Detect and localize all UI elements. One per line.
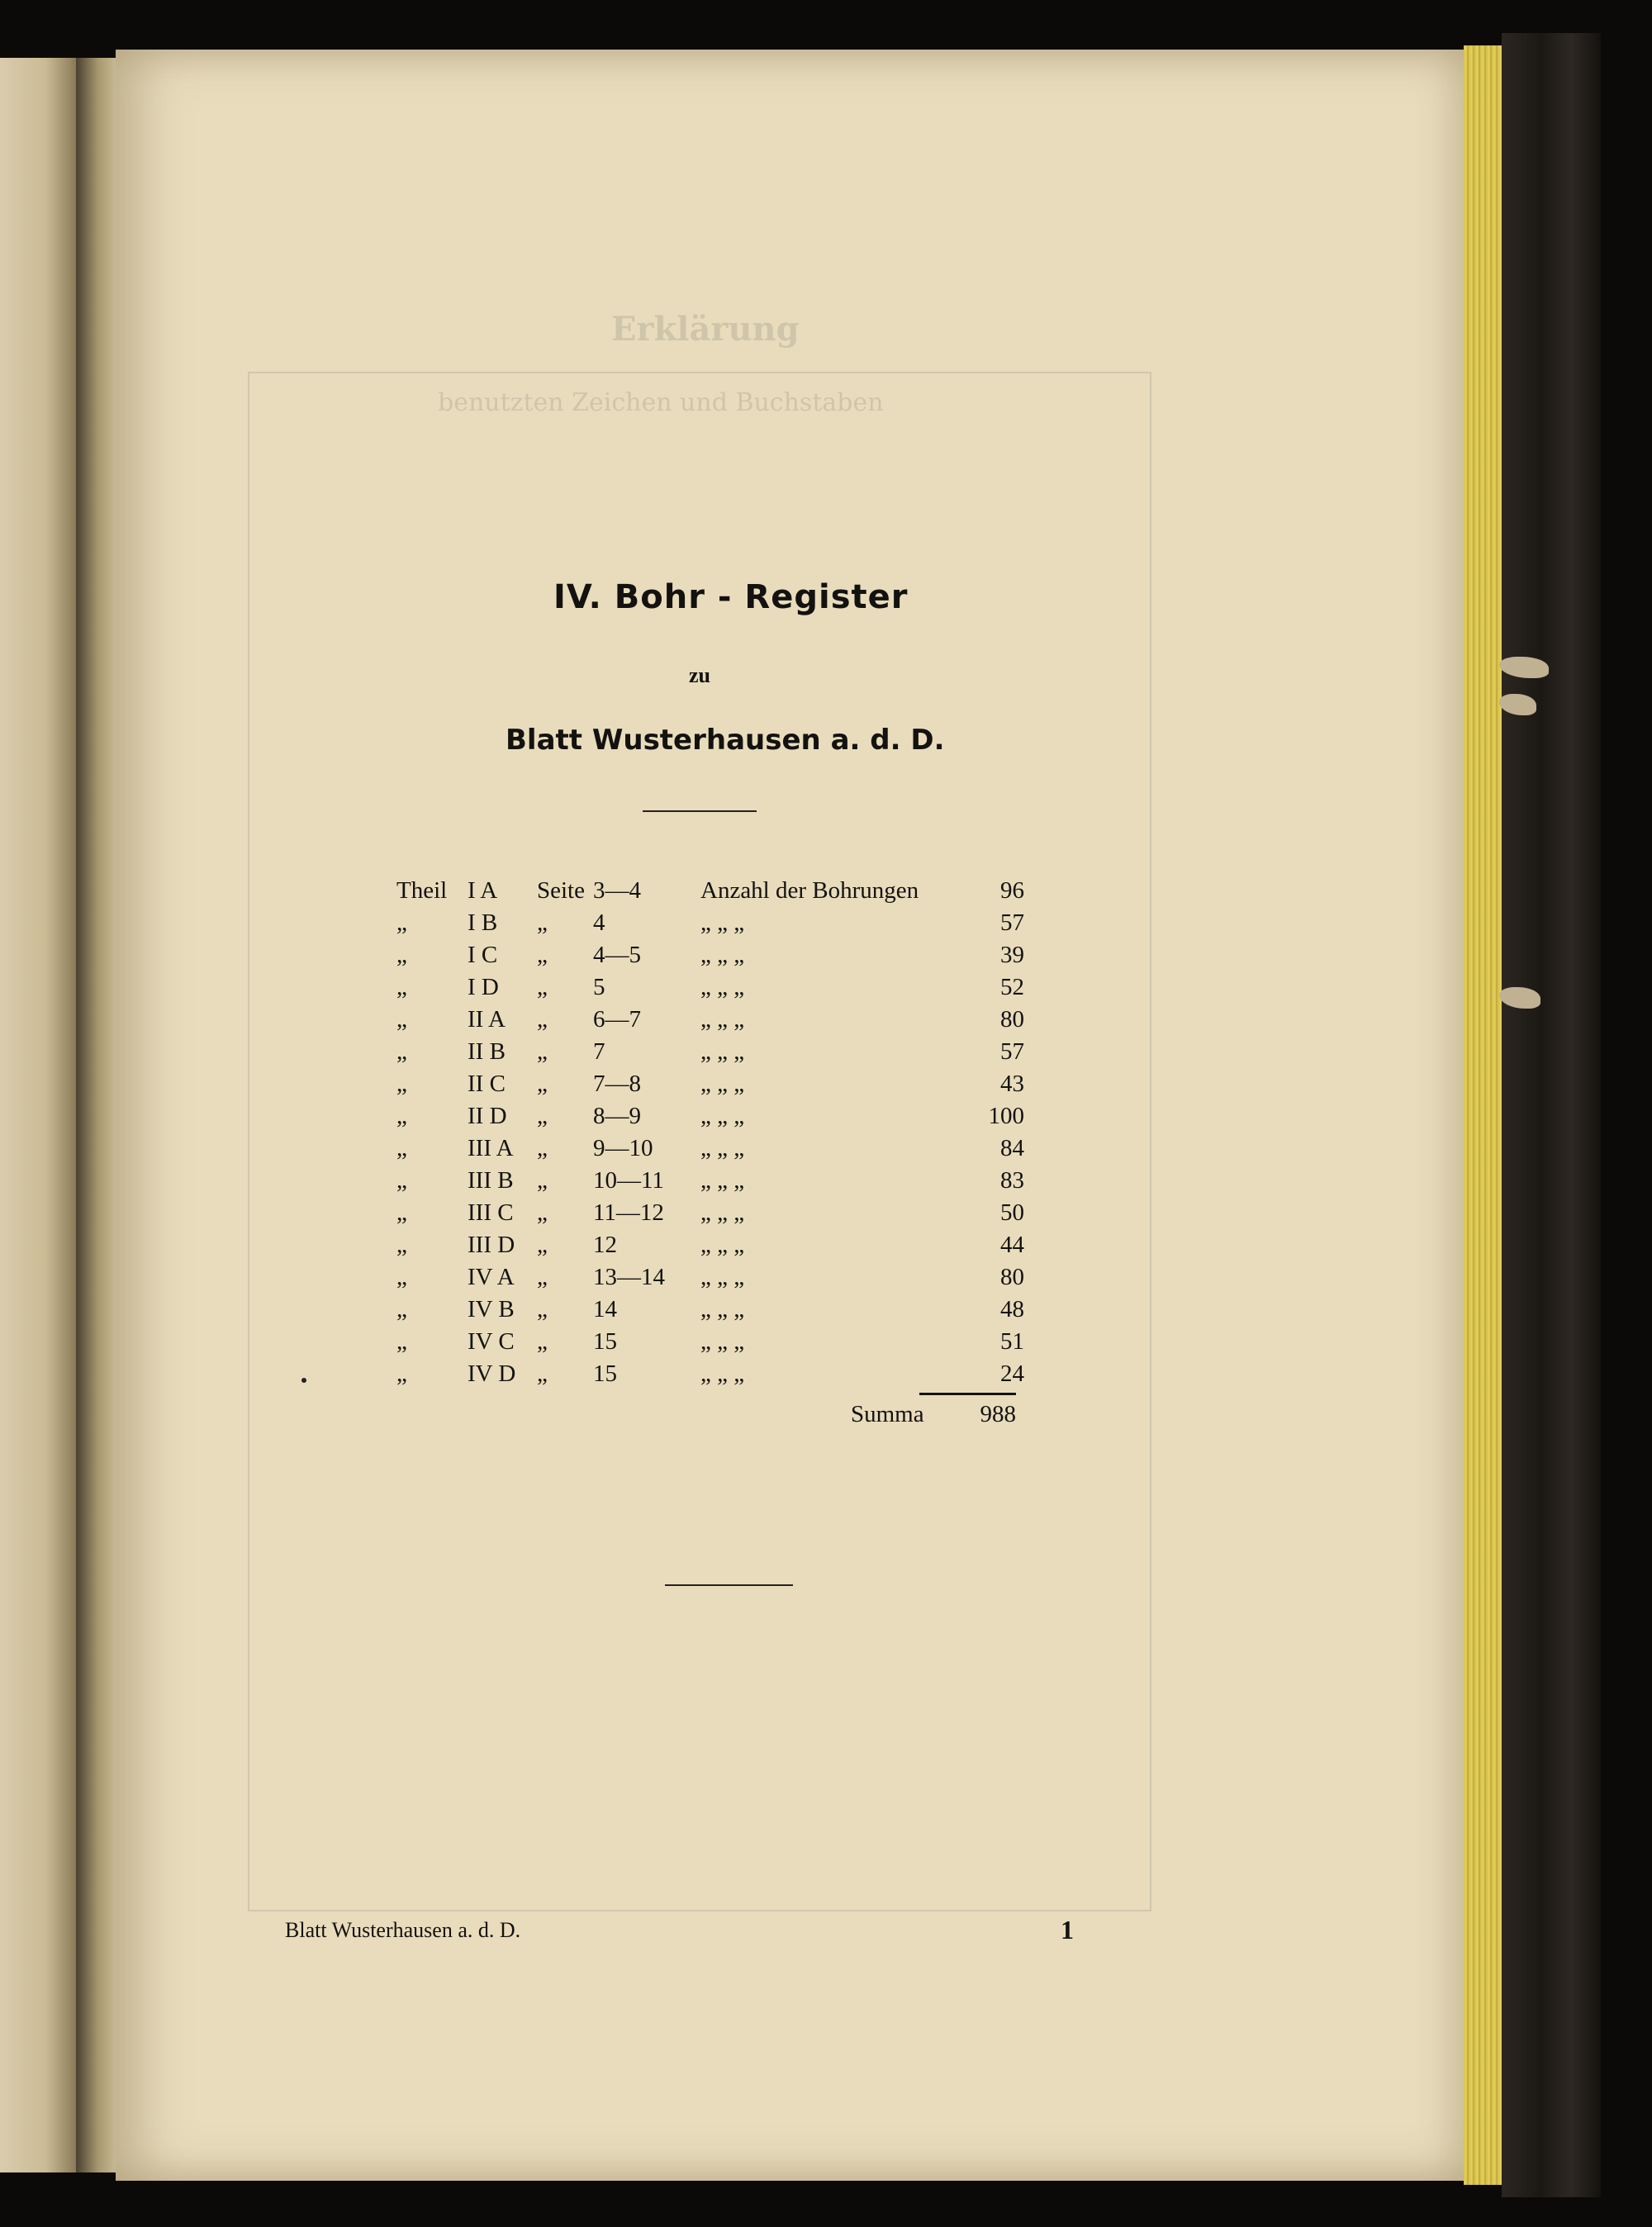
row-theil: „ <box>396 1360 407 1387</box>
row-pages: 11—12 <box>593 1199 664 1226</box>
register-row <box>396 1328 1024 1360</box>
register-row <box>396 1038 1024 1070</box>
row-count: 39 <box>1000 942 1024 968</box>
row-pages: 7—8 <box>593 1071 641 1097</box>
register-row <box>396 877 1024 909</box>
row-pages: 4—5 <box>593 942 641 968</box>
row-pages: 10—11 <box>593 1167 664 1194</box>
row-count: 24 <box>1000 1360 1024 1387</box>
row-count: 80 <box>1000 1006 1024 1033</box>
row-anzahl: „ „ „ <box>700 1296 745 1322</box>
row-pages: 7 <box>593 1038 605 1065</box>
row-count: 52 <box>1000 974 1024 1000</box>
register-row <box>396 1135 1024 1166</box>
register-row <box>396 974 1024 1005</box>
row-seite: „ <box>537 1328 548 1355</box>
facing-page-edge <box>0 58 76 2172</box>
row-pages: 9—10 <box>593 1135 653 1161</box>
row-count: 51 <box>1000 1328 1024 1355</box>
row-pages: 13—14 <box>593 1264 665 1290</box>
row-part: III B <box>468 1167 514 1194</box>
row-theil: „ <box>396 1038 407 1065</box>
register-row <box>396 1296 1024 1327</box>
row-anzahl: „ „ „ <box>700 1167 745 1194</box>
sum-underline <box>919 1393 1016 1395</box>
summa-value: 988 <box>980 1401 1016 1427</box>
register-row <box>396 1006 1024 1038</box>
row-pages: 5 <box>593 974 605 1000</box>
row-part: IV B <box>468 1296 515 1322</box>
row-seite: „ <box>537 1167 548 1194</box>
row-part: II B <box>468 1038 506 1065</box>
register-row <box>396 909 1024 941</box>
row-theil: „ <box>396 1103 407 1129</box>
row-seite: „ <box>537 1006 548 1033</box>
register-row <box>396 1071 1024 1102</box>
row-count: 57 <box>1000 1038 1024 1065</box>
row-anzahl: „ „ „ <box>700 909 745 936</box>
register-row <box>396 1199 1024 1231</box>
page-number: 1 <box>1061 1915 1074 1944</box>
row-part: III D <box>468 1232 515 1258</box>
row-seite: „ <box>537 1199 548 1226</box>
row-anzahl: „ „ „ <box>700 1006 745 1033</box>
row-pages: 14 <box>593 1296 617 1322</box>
row-theil: „ <box>396 1199 407 1226</box>
row-seite: „ <box>537 1232 548 1258</box>
page-subtitle: Blatt Wusterhausen a. d. D. <box>506 724 945 757</box>
row-seite: „ <box>537 1360 548 1387</box>
title-connector: zu <box>689 663 710 687</box>
row-count: 100 <box>988 1103 1024 1129</box>
row-anzahl: „ „ „ <box>700 1360 745 1387</box>
row-part: IV D <box>468 1360 516 1387</box>
row-part: II C <box>468 1071 506 1097</box>
closing-rule <box>665 1584 793 1586</box>
row-part: I B <box>468 909 498 936</box>
row-anzahl: Anzahl der Bohrungen <box>700 877 919 904</box>
row-theil: „ <box>396 942 407 968</box>
summa-label: Summa <box>851 1401 924 1427</box>
row-theil: „ <box>396 909 407 936</box>
register-row <box>396 1360 1024 1392</box>
row-part: II D <box>468 1103 507 1129</box>
row-theil: „ <box>396 1328 407 1355</box>
row-theil: „ <box>396 974 407 1000</box>
row-count: 44 <box>1000 1232 1024 1258</box>
row-anzahl: „ „ „ <box>700 1071 745 1097</box>
register-row <box>396 1232 1024 1263</box>
row-theil: „ <box>396 1264 407 1290</box>
row-seite: „ <box>537 909 548 936</box>
row-seite: „ <box>537 1296 548 1322</box>
row-anzahl: „ „ „ <box>700 1264 745 1290</box>
row-anzahl: „ „ „ <box>700 1328 745 1355</box>
row-seite: „ <box>537 1135 548 1161</box>
gilded-page-edges <box>1464 45 1502 2185</box>
book-binding <box>1502 33 1601 2197</box>
row-theil: „ <box>396 1232 407 1258</box>
row-count: 48 <box>1000 1296 1024 1322</box>
register-row <box>396 1264 1024 1295</box>
row-pages: 4 <box>593 909 605 936</box>
row-anzahl: „ „ „ <box>700 1199 745 1226</box>
ink-speck <box>301 1378 306 1383</box>
register-row <box>396 1103 1024 1134</box>
row-part: I C <box>468 942 498 968</box>
row-part: III A <box>468 1135 514 1161</box>
row-seite: „ <box>537 1103 548 1129</box>
row-pages: 15 <box>593 1328 617 1355</box>
row-seite: Seite <box>537 877 585 904</box>
row-count: 96 <box>1000 877 1024 904</box>
row-anzahl: „ „ „ <box>700 1103 745 1129</box>
row-count: 50 <box>1000 1199 1024 1226</box>
show-through-subheading: benutzten Zeichen und Buchstaben <box>438 388 884 417</box>
row-seite: „ <box>537 1038 548 1065</box>
row-pages: 6—7 <box>593 1006 641 1033</box>
row-count: 57 <box>1000 909 1024 936</box>
register-row <box>396 1167 1024 1199</box>
row-part: III C <box>468 1199 514 1226</box>
row-pages: 8—9 <box>593 1103 641 1129</box>
row-count: 83 <box>1000 1167 1024 1194</box>
title-rule <box>643 810 757 812</box>
page-title: IV. Bohr - Register <box>553 578 909 616</box>
row-seite: „ <box>537 942 548 968</box>
row-theil: „ <box>396 1296 407 1322</box>
row-seite: „ <box>537 974 548 1000</box>
row-anzahl: „ „ „ <box>700 1135 745 1161</box>
row-part: I D <box>468 974 499 1000</box>
row-pages: 15 <box>593 1360 617 1387</box>
row-pages: 12 <box>593 1232 617 1258</box>
row-count: 43 <box>1000 1071 1024 1097</box>
row-anzahl: „ „ „ <box>700 974 745 1000</box>
row-anzahl: „ „ „ <box>700 1232 745 1258</box>
row-anzahl: „ „ „ <box>700 1038 745 1065</box>
register-row <box>396 942 1024 973</box>
show-through-heading: Erklärung <box>611 310 800 349</box>
row-theil: Theil <box>396 877 448 904</box>
row-theil: „ <box>396 1071 407 1097</box>
row-part: II A <box>468 1006 506 1033</box>
row-part: I A <box>468 877 498 904</box>
row-count: 80 <box>1000 1264 1024 1290</box>
row-part: IV C <box>468 1328 515 1355</box>
row-part: IV A <box>468 1264 515 1290</box>
row-count: 84 <box>1000 1135 1024 1161</box>
row-seite: „ <box>537 1264 548 1290</box>
row-theil: „ <box>396 1167 407 1194</box>
row-pages: 3—4 <box>593 877 641 904</box>
row-theil: „ <box>396 1135 407 1161</box>
running-footer-title: Blatt Wusterhausen a. d. D. <box>285 1918 521 1942</box>
row-theil: „ <box>396 1006 407 1033</box>
row-anzahl: „ „ „ <box>700 942 745 968</box>
row-seite: „ <box>537 1071 548 1097</box>
